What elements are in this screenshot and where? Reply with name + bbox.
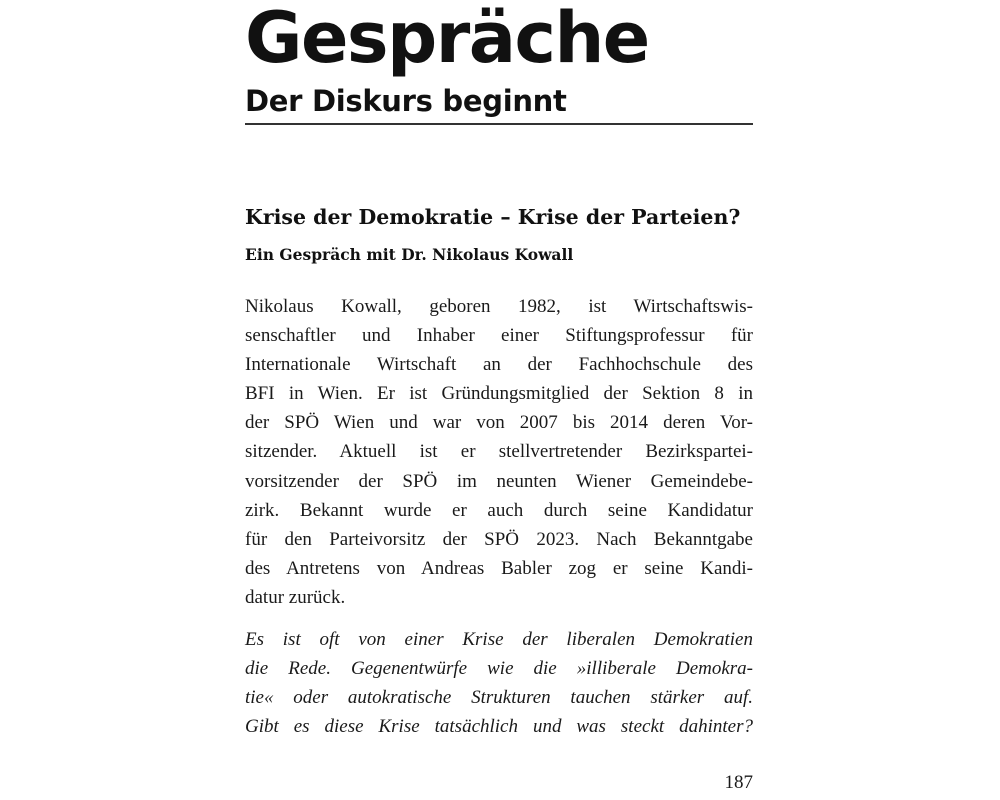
chapter-subtitle: Der Diskurs beginnt — [245, 84, 567, 118]
chapter-title: Gespräche — [245, 0, 649, 79]
interview-question — [245, 625, 753, 741]
bio-line: Nikolaus Kowall, geboren 1982, ist Wirtschaftswis- — [245, 296, 753, 317]
bio-line: vorsitzender der SPÖ im neunten Wiener Gemeindebe- — [245, 470, 753, 492]
chapter-divider — [245, 123, 753, 125]
question-line: tie« oder autokratische Strukturen tauchen stärker auf. — [245, 687, 753, 709]
book-page — [245, 0, 755, 800]
bio-line: datur zurück. — [245, 586, 346, 608]
bio-line: des Antretens von Andreas Babler zog er seine Kandi- — [245, 557, 753, 579]
author-bio-paragraph — [245, 292, 753, 612]
bio-line: sitzender. Aktuell ist er stellvertretender Bezirkspartei- — [245, 441, 753, 463]
article-title: Krise der Demokratie – Krise der Parteien? — [245, 205, 741, 229]
bio-line: BFI in Wien. Er ist Gründungsmitglied der Sektion 8 in — [245, 383, 753, 405]
bio-line: der SPÖ Wien und war von 2007 bis 2014 deren Vor- — [245, 412, 753, 434]
bio-line: zirk. Bekannt wurde er auch durch seine Kandidatur — [245, 499, 753, 521]
question-line: die Rede. Gegenentwürfe wie die »illiberale Demokra- — [245, 658, 753, 680]
question-line: Es ist oft von einer Krise der liberalen Demokratien — [245, 629, 753, 650]
bio-line: Internationale Wirtschaft an der Fachhochschule des — [245, 354, 753, 376]
article-subtitle: Ein Gespräch mit Dr. Nikolaus Kowall — [245, 245, 574, 264]
question-line: Gibt es diese Krise tatsächlich und was steckt dahinter? — [245, 716, 753, 738]
bio-line: für den Parteivorsitz der SPÖ 2023. Nach Bekanntgabe — [245, 528, 753, 550]
page-number: 187 — [724, 772, 753, 793]
bio-line: senschaftler und Inhaber einer Stiftungsprofessur für — [245, 325, 753, 347]
